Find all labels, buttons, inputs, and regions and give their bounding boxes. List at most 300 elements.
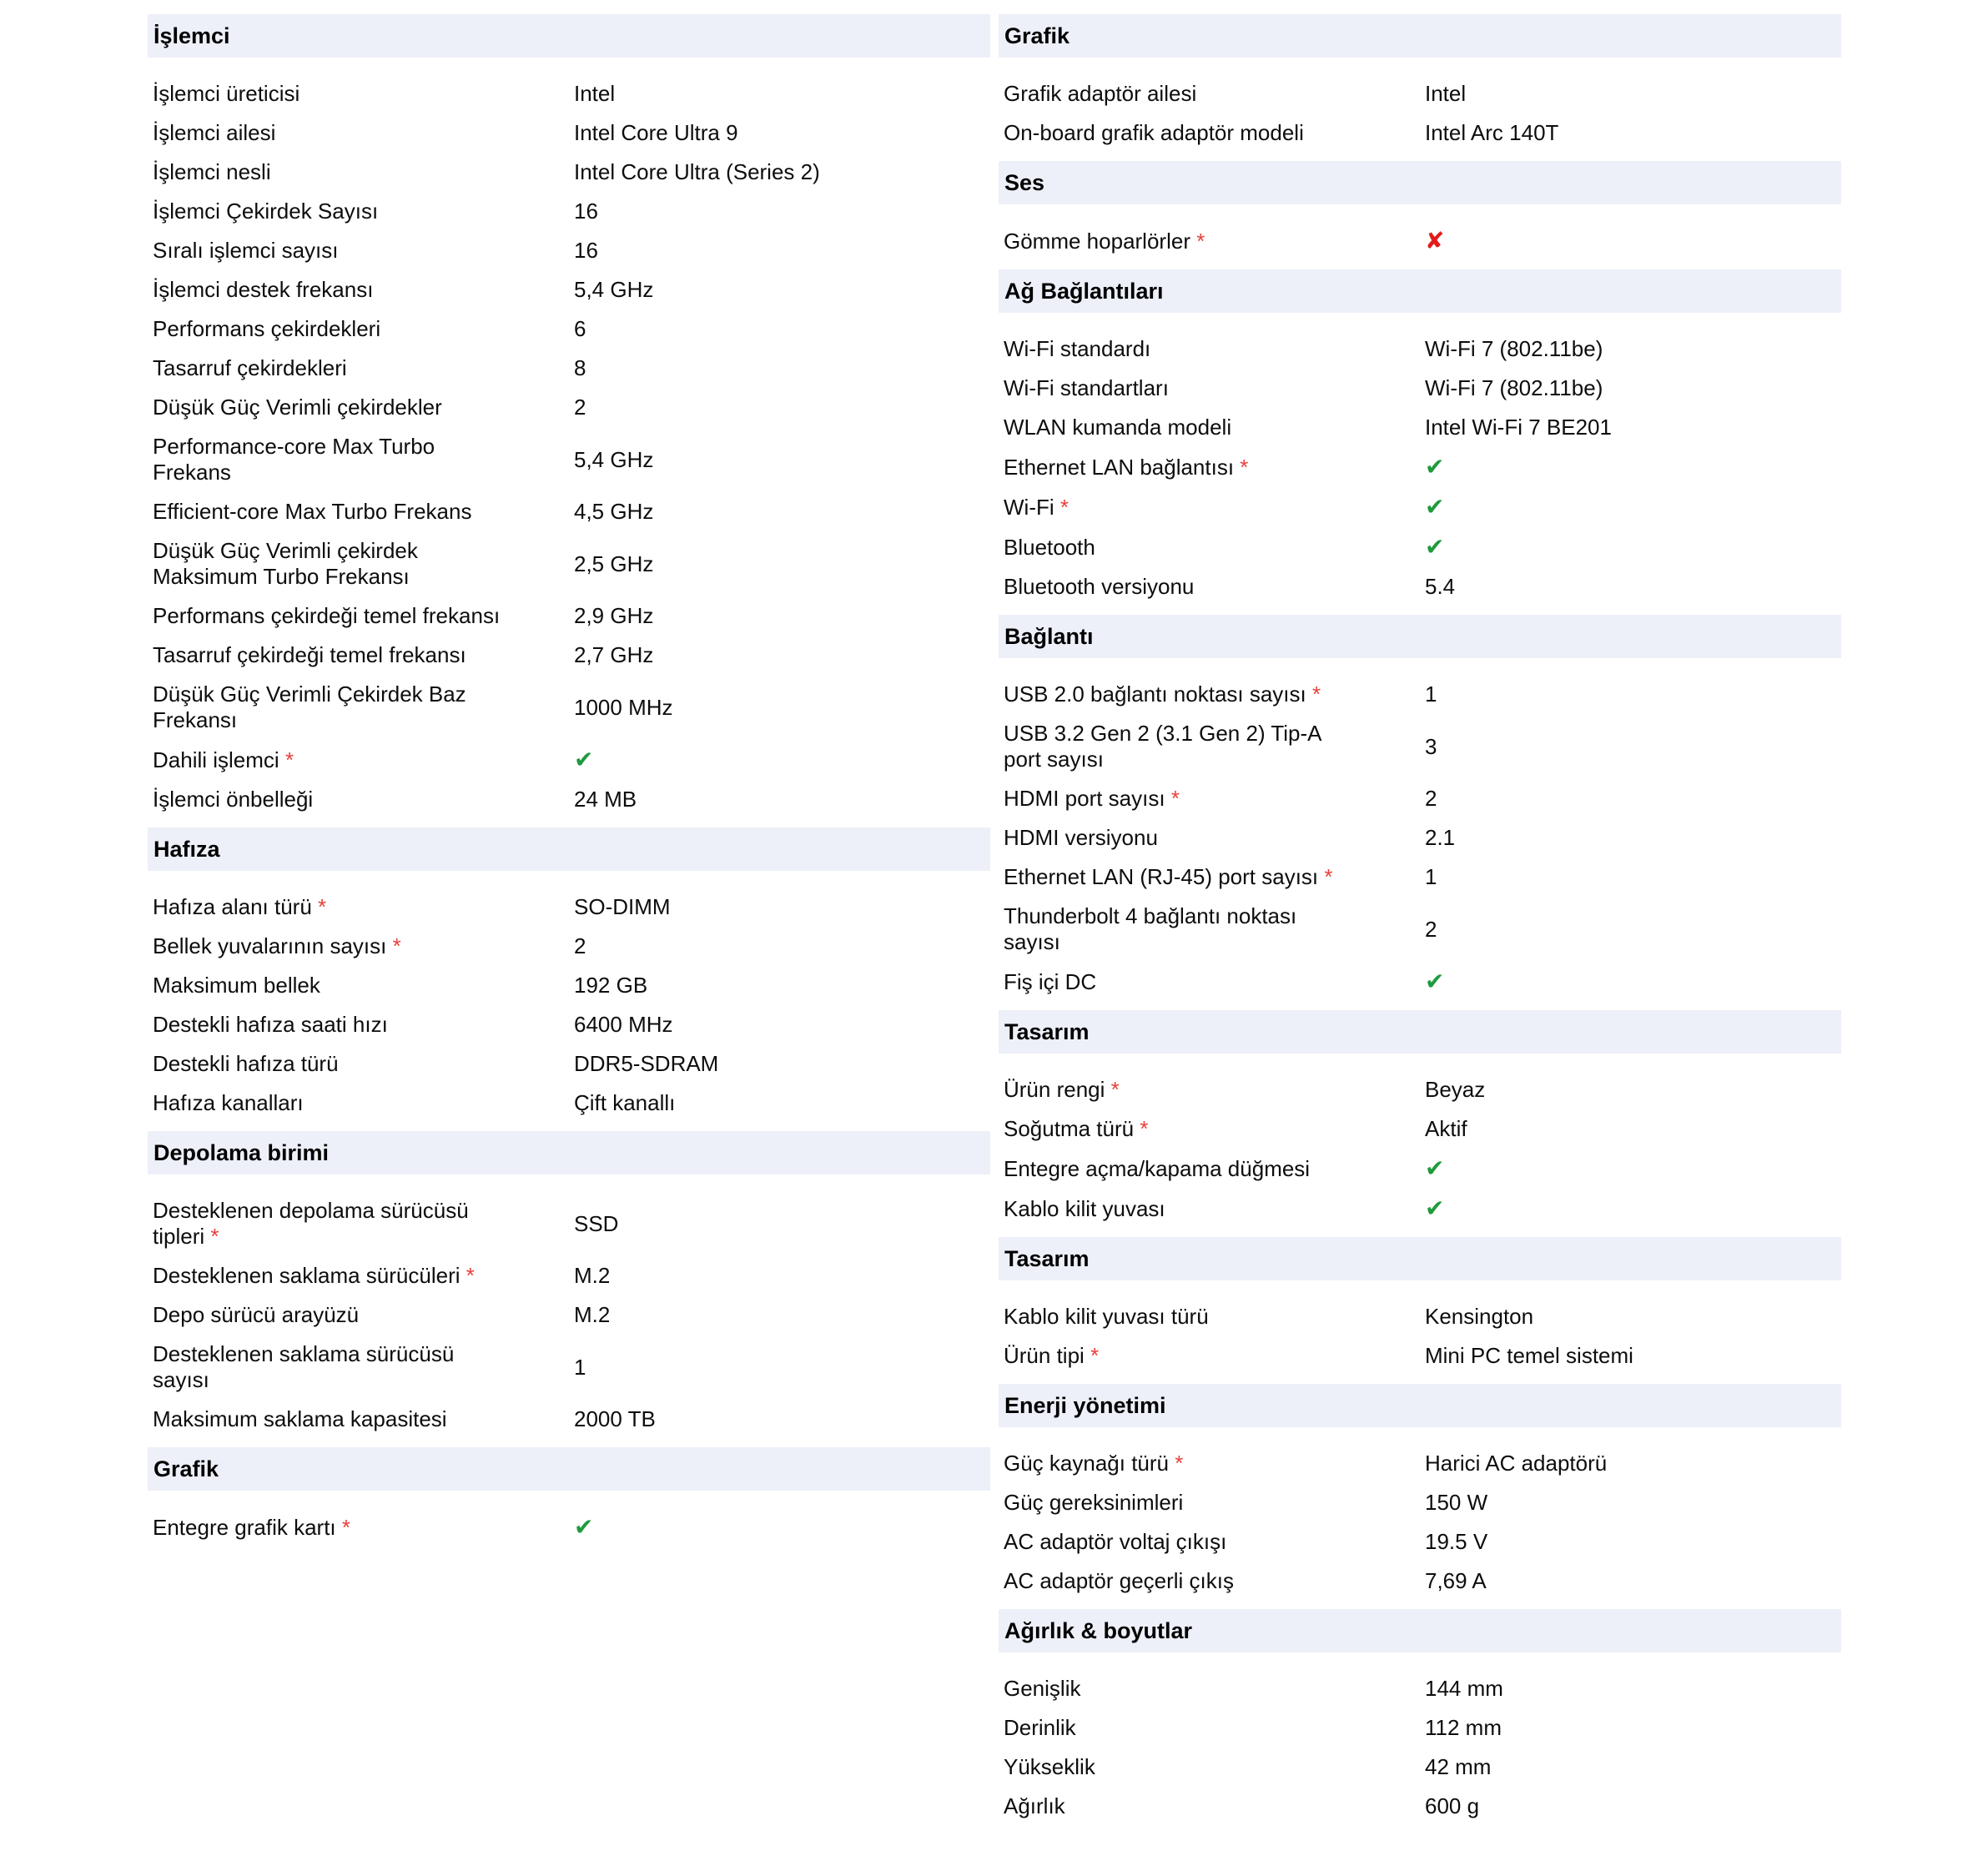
spec-row <box>999 1787 1841 1826</box>
spec-value <box>1425 415 1841 440</box>
spec-label <box>153 277 501 303</box>
spec-value-text: DDR5-SDRAM <box>574 1051 719 1076</box>
required-asterisk: * <box>1059 494 1069 520</box>
spec-label-text: Yükseklik <box>1004 1754 1095 1779</box>
spec-value <box>1425 228 1841 254</box>
spec-value-text: 2,9 GHz <box>574 603 654 628</box>
spec-row <box>999 858 1841 897</box>
spec-label-text: Entegre açma/kapama düğmesi <box>1004 1155 1311 1181</box>
spec-value-text: Intel Core Ultra (Series 2) <box>574 159 820 184</box>
check-icon: ✔ <box>1425 494 1445 520</box>
spec-label <box>153 434 501 485</box>
required-asterisk: * <box>1196 228 1205 254</box>
spec-label-text: İşlemci Çekirdek Sayısı <box>153 199 379 224</box>
spec-label <box>1004 1754 1352 1780</box>
spec-value-text: M.2 <box>574 1302 611 1327</box>
spec-row <box>999 714 1841 779</box>
spec-value-text: Mini PC temel sistemi <box>1425 1343 1633 1368</box>
spec-row <box>999 1483 1841 1522</box>
spec-value-text: SSD <box>574 1210 619 1236</box>
spec-label <box>1004 1715 1352 1741</box>
section-header <box>999 269 1841 313</box>
spec-value-text: 19.5 V <box>1425 1529 1488 1554</box>
spec-section <box>999 1609 1841 1826</box>
spec-label <box>153 238 501 264</box>
spec-label <box>153 933 501 959</box>
spec-value <box>574 1302 990 1328</box>
check-icon: ✔ <box>1425 1195 1445 1221</box>
spec-row <box>999 567 1841 606</box>
spec-value <box>1425 1754 1841 1780</box>
spec-value <box>1425 1116 1841 1142</box>
spec-label <box>1004 229 1352 254</box>
spec-value <box>1425 1195 1841 1222</box>
spec-value-text: 3 <box>1425 733 1437 759</box>
check-icon: ✔ <box>1425 454 1445 480</box>
spec-value <box>574 447 990 473</box>
spec-value <box>1425 1490 1841 1516</box>
spec-label-text: Hafıza kanalları <box>153 1090 304 1115</box>
spec-section <box>999 161 1841 261</box>
spec-label-text: Genişlik <box>1004 1676 1081 1701</box>
spec-value <box>1425 336 1841 362</box>
spec-label <box>153 81 501 107</box>
spec-row <box>999 447 1841 487</box>
spec-label-text: Wi-Fi standardı <box>1004 336 1151 361</box>
spec-row <box>999 1444 1841 1483</box>
required-asterisk: * <box>1170 786 1180 811</box>
section-title: Bağlantı <box>1004 623 1094 649</box>
spec-label-text: Maksimum saklama kapasitesi <box>153 1406 447 1431</box>
spec-value-text: 2 <box>1425 916 1437 942</box>
spec-value <box>1425 375 1841 401</box>
spec-row <box>999 1562 1841 1601</box>
spec-label-text: Maksimum bellek <box>153 973 320 998</box>
spec-value <box>1425 968 1841 995</box>
spec-row <box>999 1149 1841 1189</box>
spec-label <box>153 894 501 920</box>
spec-value <box>1425 574 1841 600</box>
spec-value <box>574 1355 990 1381</box>
spec-label <box>153 499 501 525</box>
spec-label <box>153 603 501 629</box>
section-header <box>999 161 1841 204</box>
section-header <box>148 14 990 58</box>
spec-label-text: Bluetooth <box>1004 534 1095 560</box>
spec-label <box>1004 682 1352 707</box>
required-asterisk: * <box>1110 1077 1120 1102</box>
spec-row <box>148 113 990 153</box>
spec-row <box>148 780 990 819</box>
spec-value <box>574 894 990 920</box>
spec-label <box>1004 495 1352 521</box>
spec-row <box>148 192 990 231</box>
spec-label <box>153 395 501 420</box>
spec-value-text: Wi-Fi 7 (802.11be) <box>1425 375 1603 400</box>
section-rows <box>999 1297 1841 1376</box>
spec-row <box>148 1084 990 1123</box>
spec-label <box>1004 969 1352 995</box>
spec-label-text: HDMI versiyonu <box>1004 825 1158 850</box>
spec-label <box>153 1051 501 1077</box>
spec-label-text: WLAN kumanda modeli <box>1004 415 1232 440</box>
spec-value-text: 7,69 A <box>1425 1568 1487 1593</box>
spec-label-text: AC adaptör voltaj çıkışı <box>1004 1529 1227 1554</box>
check-icon: ✔ <box>574 1514 594 1540</box>
spec-value <box>1425 534 1841 561</box>
spec-value <box>574 159 990 185</box>
section-title: Hafıza <box>154 836 220 862</box>
spec-label-text: Gömme hoparlörler <box>1004 228 1190 254</box>
section-rows <box>148 1507 990 1547</box>
spec-row <box>148 74 990 113</box>
section-title: Depolama birimi <box>154 1139 330 1165</box>
spec-label-text: İşlemci nesli <box>153 159 271 184</box>
spec-label <box>153 642 501 668</box>
spec-label <box>1004 375 1352 401</box>
spec-value <box>574 499 990 525</box>
spec-value <box>1425 1304 1841 1330</box>
spec-value-text: 5,4 GHz <box>574 446 654 472</box>
spec-value <box>574 1051 990 1077</box>
spec-value-text: 192 GB <box>574 973 648 998</box>
spec-row <box>148 1005 990 1044</box>
spec-label-text: Ürün tipi <box>1004 1343 1085 1368</box>
spec-row <box>999 369 1841 408</box>
spec-label-text: Performans çekirdeği temel frekansı <box>153 603 501 628</box>
spec-row <box>148 388 990 427</box>
required-asterisk: * <box>1140 1116 1149 1141</box>
spec-value <box>1425 682 1841 707</box>
section-title: Ağırlık & boyutlar <box>1004 1617 1193 1643</box>
spec-value <box>574 238 990 264</box>
spec-row <box>999 1189 1841 1229</box>
spec-value <box>574 933 990 959</box>
spec-value-text: 1 <box>1425 864 1437 889</box>
spec-value-text: Intel <box>574 81 616 106</box>
spec-label-text: Düşük Güç Verimli çekirdek Maksimum Turbo Frekansı <box>153 538 418 589</box>
spec-label-text: USB 2.0 bağlantı noktası sayısı <box>1004 682 1306 707</box>
spec-row <box>999 818 1841 858</box>
spec-value-text: 5.4 <box>1425 574 1456 599</box>
spec-label-text: İşlemci destek frekansı <box>153 277 374 302</box>
spec-value-text: 42 mm <box>1425 1754 1492 1779</box>
spec-row <box>148 636 990 675</box>
spec-value-text: 4,5 GHz <box>574 499 654 524</box>
section-header <box>148 1131 990 1174</box>
spec-row <box>999 1070 1841 1109</box>
spec-section <box>148 827 990 1123</box>
required-asterisk: * <box>1324 864 1333 889</box>
spec-row <box>999 113 1841 153</box>
spec-row <box>148 309 990 349</box>
spec-label-text: Ethernet LAN bağlantısı <box>1004 454 1235 480</box>
spec-label <box>153 1302 501 1328</box>
spec-value <box>1425 494 1841 521</box>
section-header <box>999 14 1841 58</box>
spec-value <box>574 1514 990 1541</box>
spec-value <box>1425 917 1841 943</box>
spec-section <box>999 14 1841 153</box>
spec-value-text: Intel <box>1425 81 1467 106</box>
spec-row <box>999 1297 1841 1336</box>
spec-label <box>153 747 501 773</box>
spec-label <box>153 538 501 590</box>
spec-row <box>999 675 1841 714</box>
spec-column <box>148 14 990 1834</box>
section-rows <box>999 329 1841 606</box>
required-asterisk: * <box>1090 1343 1100 1368</box>
spec-label <box>1004 721 1352 772</box>
required-asterisk: * <box>1240 454 1249 480</box>
spec-value <box>574 316 990 342</box>
spec-value-text: Çift kanallı <box>574 1090 676 1115</box>
spec-value-text: 2 <box>1425 786 1437 811</box>
section-rows <box>999 675 1841 1002</box>
spec-label-text: On-board grafik adaptör modeli <box>1004 120 1304 145</box>
spec-row <box>148 349 990 388</box>
spec-value <box>574 1090 990 1116</box>
spec-value <box>1425 81 1841 107</box>
section-rows <box>999 1669 1841 1826</box>
spec-value <box>1425 1715 1841 1741</box>
section-title: İşlemci <box>154 23 230 48</box>
spec-row <box>148 1256 990 1295</box>
spec-value-text: 5,4 GHz <box>574 277 654 302</box>
spec-value-text: 144 mm <box>1425 1676 1503 1701</box>
spec-section <box>148 1447 990 1547</box>
section-title: Tasarım <box>1004 1018 1090 1044</box>
spec-row <box>148 1191 990 1256</box>
spec-sheet <box>148 14 1988 1834</box>
section-rows <box>999 221 1841 261</box>
spec-row <box>999 1748 1841 1787</box>
spec-value-text: Intel Arc 140T <box>1425 120 1559 145</box>
spec-value <box>574 747 990 773</box>
spec-label <box>1004 1793 1352 1819</box>
spec-value <box>574 1012 990 1038</box>
required-asterisk: * <box>341 1514 351 1540</box>
spec-value <box>1425 1529 1841 1555</box>
spec-label-text: İşlemci önbelleği <box>153 787 314 812</box>
spec-label-text: Performance-core Max Turbo Frekans <box>153 434 435 485</box>
spec-value <box>1425 1676 1841 1702</box>
spec-value <box>574 787 990 812</box>
spec-label <box>153 1198 501 1250</box>
spec-value <box>574 355 990 381</box>
spec-value <box>1425 1155 1841 1182</box>
spec-section <box>999 615 1841 1002</box>
spec-value-text: 24 MB <box>574 787 637 812</box>
spec-value-text: SO-DIMM <box>574 894 671 919</box>
spec-value-text: M.2 <box>574 1263 611 1288</box>
check-icon: ✔ <box>1425 968 1445 994</box>
spec-row <box>148 1044 990 1084</box>
spec-row <box>999 1708 1841 1748</box>
spec-row <box>999 1522 1841 1562</box>
spec-label <box>1004 903 1352 955</box>
spec-label <box>1004 1304 1352 1330</box>
spec-label <box>1004 864 1352 890</box>
spec-value-text: 2.1 <box>1425 825 1456 850</box>
spec-label-text: Dahili işlemci <box>153 747 279 772</box>
cross-icon: ✘ <box>1425 228 1445 254</box>
spec-row <box>148 966 990 1005</box>
section-rows <box>148 1191 990 1439</box>
spec-label <box>153 355 501 381</box>
spec-label-text: Bellek yuvalarının sayısı <box>153 933 387 958</box>
spec-label <box>153 1263 501 1289</box>
spec-label-text: Grafik adaptör ailesi <box>1004 81 1197 106</box>
spec-value-text: 6 <box>574 316 586 341</box>
spec-row <box>999 1669 1841 1708</box>
spec-value <box>574 973 990 998</box>
required-asterisk: * <box>392 933 401 958</box>
spec-section <box>999 269 1841 606</box>
spec-label <box>1004 415 1352 440</box>
spec-value-text: Aktif <box>1425 1116 1467 1141</box>
section-header <box>999 1010 1841 1054</box>
spec-label-text: Tasarruf çekirdekleri <box>153 355 347 380</box>
spec-label <box>153 316 501 342</box>
spec-label <box>1004 1077 1352 1103</box>
spec-label <box>153 1406 501 1432</box>
spec-label-text: HDMI port sayısı <box>1004 786 1165 811</box>
spec-label-text: İşlemci üreticisi <box>153 81 300 106</box>
spec-value <box>574 120 990 146</box>
spec-row <box>148 888 990 927</box>
spec-value-text: 1000 MHz <box>574 694 673 720</box>
spec-label <box>1004 786 1352 812</box>
spec-label <box>1004 1156 1352 1182</box>
spec-label <box>1004 1490 1352 1516</box>
spec-label <box>153 120 501 146</box>
spec-label <box>1004 574 1352 600</box>
section-rows <box>148 74 990 819</box>
spec-row <box>999 527 1841 567</box>
spec-label-text: Derinlik <box>1004 1715 1076 1740</box>
spec-value <box>1425 120 1841 146</box>
spec-row <box>148 596 990 636</box>
spec-label <box>153 1515 501 1541</box>
section-header <box>999 1237 1841 1280</box>
spec-value-text: 6400 MHz <box>574 1012 673 1037</box>
spec-section <box>999 1010 1841 1229</box>
spec-value <box>1425 1568 1841 1594</box>
spec-row <box>148 927 990 966</box>
required-asterisk: * <box>466 1263 475 1288</box>
spec-section <box>999 1237 1841 1376</box>
spec-value <box>574 603 990 629</box>
spec-label-text: Depo sürücü arayüzü <box>153 1302 360 1327</box>
spec-value <box>1425 1451 1841 1476</box>
spec-label-text: Entegre grafik kartı <box>153 1514 336 1540</box>
spec-value <box>574 277 990 303</box>
spec-label-text: Performans çekirdekleri <box>153 316 381 341</box>
spec-value-text: 112 mm <box>1425 1715 1502 1740</box>
spec-value-text: 16 <box>574 238 598 263</box>
spec-row <box>999 897 1841 962</box>
spec-value-text: 2000 TB <box>574 1406 656 1431</box>
spec-label <box>153 159 501 185</box>
spec-label-text: Destekli hafıza saati hızı <box>153 1012 388 1037</box>
spec-section <box>148 14 990 819</box>
spec-row <box>148 1400 990 1439</box>
spec-row <box>148 675 990 740</box>
section-title: Grafik <box>154 1456 219 1481</box>
spec-row <box>999 221 1841 261</box>
spec-value <box>574 81 990 107</box>
section-header <box>148 827 990 871</box>
spec-value <box>1425 825 1841 851</box>
spec-label-text: Wi-Fi <box>1004 494 1054 520</box>
spec-value <box>574 1211 990 1237</box>
spec-value-text: Intel Wi-Fi 7 BE201 <box>1425 415 1612 440</box>
spec-label-text: Bluetooth versiyonu <box>1004 574 1195 599</box>
spec-label <box>1004 1529 1352 1555</box>
spec-column <box>999 14 1841 1834</box>
spec-label <box>1004 455 1352 480</box>
spec-label-text: Kablo kilit yuvası <box>1004 1195 1165 1221</box>
spec-section <box>999 1384 1841 1601</box>
spec-value-text: 16 <box>574 199 598 224</box>
spec-label-text: Fiş içi DC <box>1004 968 1097 994</box>
spec-label-text: Thunderbolt 4 bağlantı noktası sayısı <box>1004 903 1297 954</box>
spec-row <box>999 74 1841 113</box>
spec-value-text: 1 <box>574 1354 586 1380</box>
section-header <box>148 1447 990 1491</box>
section-rows <box>999 1070 1841 1229</box>
spec-label-text: Desteklenen saklama sürücüleri <box>153 1263 461 1288</box>
spec-value-text: 8 <box>574 355 586 380</box>
spec-row <box>999 779 1841 818</box>
required-asterisk: * <box>210 1224 219 1249</box>
spec-row <box>148 153 990 192</box>
required-asterisk: * <box>318 894 327 919</box>
spec-label-text: Ürün rengi <box>1004 1077 1105 1102</box>
spec-value <box>1425 734 1841 760</box>
spec-row <box>148 531 990 596</box>
spec-value-text: Wi-Fi 7 (802.11be) <box>1425 336 1603 361</box>
spec-label <box>1004 336 1352 362</box>
check-icon: ✔ <box>574 747 594 772</box>
spec-value-text: 1 <box>1425 682 1437 707</box>
spec-label-text: Ağırlık <box>1004 1793 1065 1818</box>
spec-label <box>153 787 501 812</box>
spec-label <box>1004 1451 1352 1476</box>
spec-label-text: Güç kaynağı türü <box>1004 1451 1169 1476</box>
spec-row <box>148 270 990 309</box>
spec-label-text: Destekli hafıza türü <box>153 1051 339 1076</box>
spec-value-text: 150 W <box>1425 1490 1488 1515</box>
spec-value <box>574 551 990 577</box>
spec-label-text: Hafıza alanı türü <box>153 894 312 919</box>
spec-label-text: AC adaptör geçerli çıkış <box>1004 1568 1235 1593</box>
section-title: Grafik <box>1004 23 1070 48</box>
section-rows <box>999 1444 1841 1601</box>
check-icon: ✔ <box>1425 1155 1445 1181</box>
spec-label <box>1004 1196 1352 1222</box>
spec-value <box>1425 1343 1841 1369</box>
spec-row <box>999 962 1841 1002</box>
spec-value <box>574 1406 990 1432</box>
spec-value-text: 600 g <box>1425 1793 1480 1818</box>
spec-label-text: Ethernet LAN (RJ-45) port sayısı <box>1004 864 1319 889</box>
spec-label-text: USB 3.2 Gen 2 (3.1 Gen 2) Tip-A port sayısı <box>1004 721 1321 772</box>
spec-row <box>148 231 990 270</box>
spec-label-text: İşlemci ailesi <box>153 120 276 145</box>
spec-label <box>153 199 501 224</box>
